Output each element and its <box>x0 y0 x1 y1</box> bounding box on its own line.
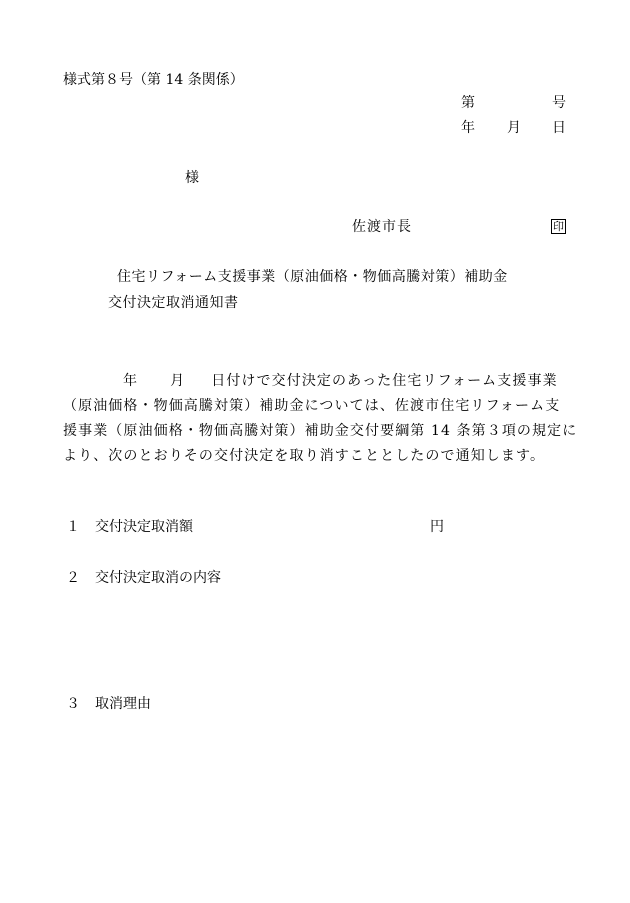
form-label: 様式第８号（第 14 条関係） <box>63 72 244 88</box>
body-line-1 <box>63 369 573 394</box>
seal-mark: 印 <box>553 220 564 233</box>
date-day: 日 <box>552 120 566 136</box>
seal-stamp <box>551 219 566 234</box>
addressee-honorific: 様 <box>185 170 199 186</box>
body-line-2: （原油価格・物価高騰対策）補助金については、佐渡市住宅リフォーム支 <box>63 398 561 414</box>
item-1-label: 交付決定取消額 <box>95 519 193 535</box>
document-title-line2: 交付決定取消通知書 <box>108 295 239 311</box>
document-title-line1: 住宅リフォーム支援事業（原油価格・物価高騰対策）補助金 <box>117 269 508 285</box>
date-month: 月 <box>507 120 521 136</box>
number-prefix: 第 <box>461 95 475 111</box>
item-2-number: ２ <box>66 570 80 586</box>
item-3-label: 取消理由 <box>95 696 151 712</box>
body-month: 月 <box>170 373 186 389</box>
item-2-label: 交付決定取消の内容 <box>95 570 221 586</box>
date-year: 年 <box>461 120 475 136</box>
body-line-3: 援事業（原油価格・物価高騰対策）補助金交付要綱第 14 条第３項の規定に <box>63 423 578 439</box>
item-1-number: １ <box>66 519 80 535</box>
body-line-4: より、次のとおりその交付決定を取り消すこととしたので通知します。 <box>63 448 546 464</box>
body-line-1-text: 日付けで交付決定のあった住宅リフォーム支援事業 <box>211 373 558 389</box>
issuer-name: 佐渡市長 <box>352 219 412 235</box>
item-1-unit: 円 <box>430 519 444 535</box>
item-3-number: ３ <box>66 696 80 712</box>
body-year: 年 <box>123 373 139 389</box>
body-paragraph <box>63 369 578 469</box>
number-suffix: 号 <box>552 95 566 111</box>
